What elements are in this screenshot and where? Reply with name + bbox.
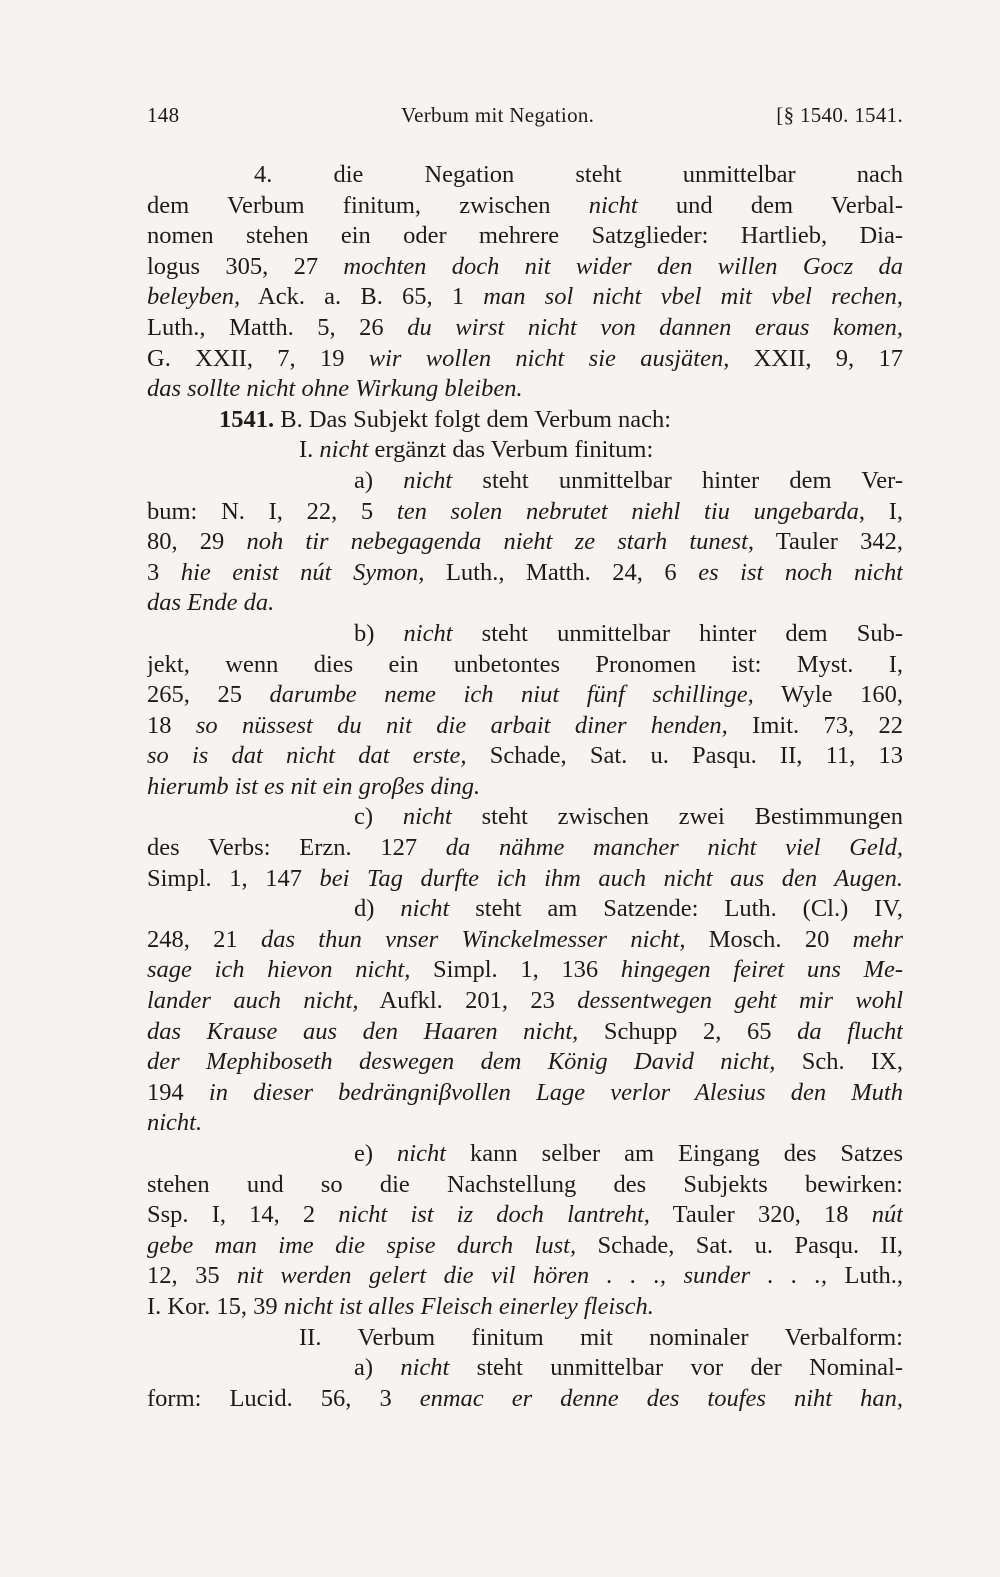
text-line <box>147 802 903 833</box>
text-segment: 248, 21 <box>147 925 261 953</box>
text-segment: 3 <box>147 558 181 586</box>
text-line <box>147 1170 903 1201</box>
text-line <box>147 1108 903 1139</box>
text-line <box>147 282 903 313</box>
text-line <box>147 1078 903 1109</box>
text-segment: Wyle 160, <box>753 681 903 709</box>
italic-quote: nicht <box>403 466 453 494</box>
italic-quote: noh tir nebegagenda nieht ze starh tunest, <box>246 528 754 556</box>
text-segment: stehen und so die Nachstellung des Subjekts bewirken: <box>147 1170 903 1198</box>
text-line <box>147 680 903 711</box>
italic-quote: beleyben, <box>147 283 241 311</box>
text-segment: 265, 25 <box>147 681 270 709</box>
text-segment: Schade, Sat. u. Pasqu. II, <box>576 1231 903 1259</box>
italic-quote: das Krause aus den Haaren nicht, <box>147 1017 579 1045</box>
italic-quote: hie enist nút Symon, <box>180 558 425 586</box>
italic-quote: sage ich hievon nicht, <box>147 956 411 984</box>
text-line <box>147 650 903 681</box>
text-segment: Imit. 73, 22 <box>727 711 903 739</box>
text-line <box>147 864 903 895</box>
italic-quote: so is dat nicht dat erste, <box>147 742 467 770</box>
page-number: 148 <box>147 103 180 127</box>
text-line <box>147 558 903 589</box>
text-segment: XXII, 9, 17 <box>729 344 903 372</box>
text-line <box>147 588 903 619</box>
text-line <box>147 1017 903 1048</box>
italic-quote: hierumb ist es nit ein groβes ding. <box>147 772 481 800</box>
italic-quote: das thun vnser Winckelmesser nicht, <box>260 925 686 953</box>
italic-quote: darumbe neme ich niut fünf schillinge, <box>269 681 754 709</box>
text-segment: 18 <box>147 711 196 739</box>
text-segment: steht zwischen zwei Bestimmungen <box>451 803 903 831</box>
italic-quote: nicht. <box>147 1109 203 1137</box>
text-segment: 12, 35 <box>147 1262 238 1290</box>
text-segment: Mosch. 20 <box>685 925 853 953</box>
body-text <box>147 160 903 1414</box>
text-segment: Tauler 320, 18 <box>649 1201 872 1229</box>
text-segment: 194 <box>147 1078 209 1106</box>
text-line <box>147 955 903 986</box>
italic-quote: ten solen nebrutet niehl tiu ungebarda, <box>396 497 865 525</box>
text-line <box>147 894 903 925</box>
italic-quote: nicht <box>588 191 638 219</box>
text-segment: e) <box>354 1140 398 1167</box>
italic-quote: bei Tag durfte ich ihm auch nicht aus den Augen. <box>319 864 903 892</box>
text-segment: d) <box>354 895 401 923</box>
italic-quote: nicht <box>403 619 453 647</box>
section-reference: [§ 1540. 1541. <box>776 103 903 127</box>
text-segment: steht unmittelbar hinter dem Sub- <box>452 619 903 647</box>
text-line <box>147 986 903 1017</box>
text-segment: I. Kor. 15, 39 <box>147 1292 284 1320</box>
italic-quote: mehr <box>852 925 903 953</box>
italic-quote: hingegen feiret uns Me- <box>620 956 903 984</box>
italic-quote: lander auch nicht, <box>147 987 359 1015</box>
text-line <box>147 619 903 650</box>
text-line <box>147 711 903 742</box>
italic-quote: das sollte nicht ohne Wirkung bleiben. <box>147 375 523 403</box>
text-segment: jekt, wenn dies ein unbetontes Pronomen ist: Myst. I, <box>147 650 903 678</box>
text-segment: Luth., <box>827 1262 903 1290</box>
italic-quote: nút <box>871 1201 903 1229</box>
text-line <box>147 527 903 558</box>
text-line <box>147 221 903 252</box>
italic-quote: du wirst nicht von dannen eraus komen, <box>407 313 903 341</box>
italic-quote: nicht <box>400 895 450 923</box>
text-segment: G. XXII, 7, 19 <box>147 344 369 372</box>
text-line <box>147 435 903 466</box>
text-segment: Ssp. I, 14, 2 <box>147 1201 339 1229</box>
italic-quote: nit werden gelert die vil hören . . ., sunder . . ., <box>237 1262 828 1290</box>
text-line <box>147 405 903 436</box>
running-header <box>147 103 903 133</box>
text-line <box>147 741 903 772</box>
text-segment: a) <box>354 1354 401 1382</box>
text-line <box>147 497 903 528</box>
text-line <box>147 160 903 191</box>
text-line <box>147 466 903 497</box>
text-line <box>147 772 903 803</box>
text-segment: I, <box>864 497 903 525</box>
text-segment: ergänzt das Verbum finitum: <box>368 436 654 464</box>
text-segment: Luth., Matth. 24, 6 <box>424 558 699 586</box>
text-line <box>147 1323 903 1354</box>
italic-quote: nicht ist alles Fleisch einerley fleisch. <box>283 1292 654 1320</box>
text-segment: 80, 29 <box>147 528 247 556</box>
italic-quote: das Ende da. <box>147 589 275 617</box>
italic-quote: gebe man ime die spise durch lust, <box>147 1231 577 1259</box>
italic-quote: nicht <box>400 1354 450 1382</box>
text-segment: Sch. IX, <box>775 1048 903 1076</box>
italic-quote: so nüssest du nit die arbait diner henden, <box>195 711 728 739</box>
text-segment: I. <box>299 436 320 464</box>
text-segment: Simpl. 1, 136 <box>410 956 621 984</box>
text-line <box>147 1200 903 1231</box>
text-segment: II. Verbum finitum mit nominaler Verbalform: <box>299 1323 903 1351</box>
text-segment: Aufkl. 201, 23 <box>358 987 578 1015</box>
text-segment: kann selber am Eingang des Satzes <box>446 1140 903 1167</box>
running-title: Verbum mit Negation. <box>401 103 595 127</box>
text-segment: Tauler 342, <box>754 528 903 556</box>
text-segment: 4. die Negation steht unmittelbar nach <box>254 161 903 188</box>
italic-quote: man sol nicht vbel mit vbel rechen, <box>483 283 903 311</box>
text-line <box>147 833 903 864</box>
text-segment: des Verbs: Erzn. 127 <box>147 834 446 862</box>
italic-quote: da flucht <box>797 1017 903 1045</box>
text-segment: Luth., Matth. 5, 26 <box>147 313 408 341</box>
text-line <box>147 1139 903 1170</box>
text-segment: a) <box>354 466 404 494</box>
italic-quote: nicht <box>319 436 369 464</box>
text-line <box>147 252 903 283</box>
text-segment: steht am Satzende: Luth. (Cl.) IV, <box>449 895 903 923</box>
text-line <box>147 191 903 222</box>
text-line <box>147 1353 903 1384</box>
italic-quote: nicht ist iz doch lantreht, <box>338 1201 650 1229</box>
text-segment: dem Verbum finitum, zwischen <box>147 191 589 219</box>
text-segment: B. Das Subjekt folgt dem Verbum nach: <box>274 405 672 433</box>
text-segment: c) <box>354 803 403 831</box>
section-number: 1541. <box>219 405 275 433</box>
italic-quote: enmac er denne des toufes niht han, <box>419 1384 903 1412</box>
text-segment: Schade, Sat. u. Pasqu. II, 11, 13 <box>466 742 903 770</box>
text-segment: steht unmittelbar vor der Nominal- <box>449 1354 903 1382</box>
text-segment: bum: N. I, 22, 5 <box>147 497 397 525</box>
text-segment: Schupp 2, 65 <box>578 1017 798 1045</box>
text-line <box>147 1261 903 1292</box>
italic-quote: in dieser bedrängniβvollen Lage verlor Alesius den Muth <box>208 1078 903 1106</box>
text-segment: und dem Verbal- <box>637 191 903 219</box>
text-segment: b) <box>354 619 404 647</box>
text-line <box>147 374 903 405</box>
italic-quote: nicht <box>402 803 452 831</box>
italic-quote: nicht <box>397 1140 447 1167</box>
text-line <box>147 1231 903 1262</box>
text-line <box>147 1384 903 1415</box>
text-segment: logus 305, 27 <box>147 252 344 280</box>
italic-quote: dessentwegen geht mir wohl <box>577 987 903 1015</box>
text-segment: steht unmittelbar hinter dem Ver- <box>452 466 903 494</box>
italic-quote: wir wollen nicht sie ausjäten, <box>368 344 730 372</box>
italic-quote: der Mephiboseth deswegen dem König David nicht, <box>147 1048 776 1076</box>
text-line <box>147 1292 903 1323</box>
italic-quote: mochten doch nit wider den willen Gocz da <box>343 252 903 280</box>
italic-quote: es ist noch nicht <box>698 558 903 586</box>
text-segment: Simpl. 1, 147 <box>147 864 320 892</box>
italic-quote: da nähme mancher nicht viel Geld, <box>445 834 903 862</box>
text-segment: form: Lucid. 56, 3 <box>147 1384 420 1412</box>
text-line <box>147 344 903 375</box>
text-line <box>147 1047 903 1078</box>
text-segment: nomen stehen ein oder mehrere Satzglieder: Hartlieb, Dia- <box>147 222 903 250</box>
text-line <box>147 925 903 956</box>
text-line <box>147 313 903 344</box>
text-segment: Ack. a. B. 65, 1 <box>240 283 484 311</box>
